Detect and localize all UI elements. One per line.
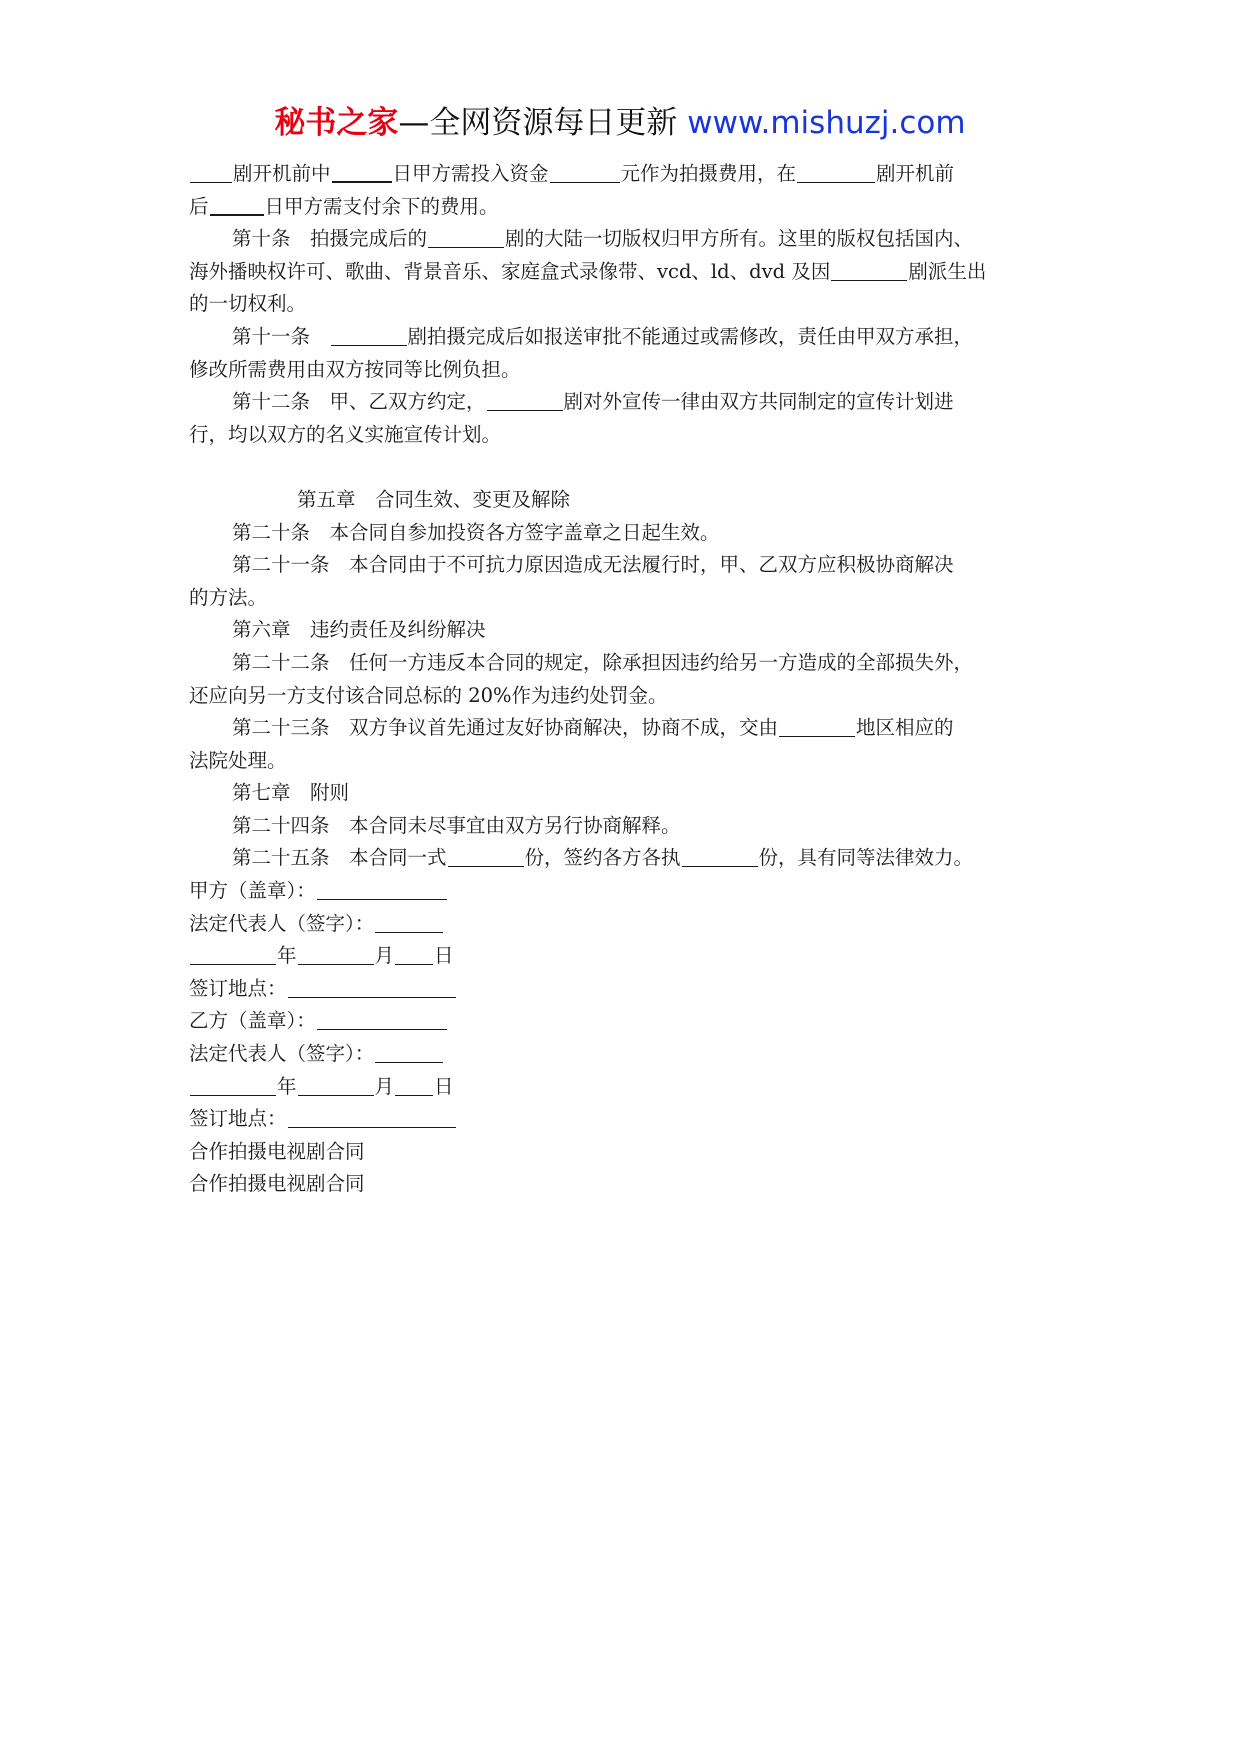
signature-field <box>375 1040 443 1063</box>
blank-field <box>779 714 855 737</box>
blank-field <box>190 1073 276 1096</box>
article-21: 第二十一条 本合同由于不可抗力原因造成无法履行时，甲、乙双方应积极协商解决 <box>232 553 954 577</box>
chapter-6-heading: 第六章 违约责任及纠纷解决 <box>232 618 486 642</box>
site-header <box>0 101 1240 145</box>
article-22: 第二十二条 任何一方违反本合同的规定，除承担因违约给另一方造成的全部损失外， <box>232 650 974 674</box>
party-a-representative: 法定代表人（签字）： <box>189 908 1069 941</box>
spacer <box>189 451 1069 484</box>
article-10: 第十条 拍摄完成后的 剧的大陆一切版权归甲方所有。这里的版权包括国内、 <box>232 227 974 251</box>
document-footer-title: 合作拍摄电视剧合同 <box>189 1139 365 1163</box>
party-b-representative: 法定代表人（签字）： <box>189 1038 1069 1071</box>
signature-field <box>375 910 443 933</box>
party-b-date: 年 月 日 <box>189 1071 1069 1104</box>
article-20: 第二十条 本合同自参加投资各方签字盖章之日起生效。 <box>232 520 720 544</box>
party-a-date: 年 月 日 <box>189 940 1069 973</box>
blank-field <box>288 1105 456 1128</box>
text-line: 行，均以双方的名义实施宣传计划。 <box>189 422 502 446</box>
text-line: 修改所需费用由双方按同等比例负担。 <box>189 357 521 381</box>
text-line: 的方法。 <box>189 585 268 609</box>
party-b-seal: 乙方（盖章）： <box>189 1005 1069 1038</box>
blank-field <box>395 942 433 965</box>
document-footer-title: 合作拍摄电视剧合同 <box>189 1172 365 1196</box>
text-line: 剧开机前中 日甲方需投入资金 元作为拍摄费用，在 剧开机前 <box>189 158 1069 191</box>
text-line: 还应向另一方支付该合同总标的 20%作为违约处罚金。 <box>189 683 668 707</box>
chapter-5-heading: 第五章 合同生效、变更及解除 <box>297 487 571 511</box>
text-line: 的一切权利。 <box>189 292 307 316</box>
header-url-link[interactable]: www.mishuzj.com <box>687 105 966 141</box>
chapter-7-heading: 第七章 附则 <box>232 781 350 805</box>
signature-field <box>317 1007 447 1030</box>
signature-field <box>317 877 447 900</box>
blank-field <box>831 258 907 281</box>
article-25: 第二十五条 本合同一式 份，签约各方各执 份，具有同等法律效力。 <box>232 846 974 870</box>
blank-field <box>331 323 407 346</box>
article-23: 第二十三条 双方争议首先通过友好协商解决，协商不成，交由 地区相应的 <box>232 716 954 740</box>
blank-field <box>190 160 232 183</box>
article-12: 第十二条 甲、乙双方约定， 剧对外宣传一律由双方共同制定的宣传计划进 <box>232 390 954 414</box>
blank-field <box>448 844 524 867</box>
article-11: 第十一条 剧拍摄完成后如报送审批不能通过或需修改，责任由甲双方承担， <box>232 324 974 348</box>
party-b-place: 签订地点： <box>189 1103 1069 1136</box>
blank-field <box>298 1073 374 1096</box>
party-a-place: 签订地点： <box>189 973 1069 1006</box>
text-line: 后 日甲方需支付余下的费用。 <box>189 191 1069 224</box>
header-brand: 秘书之家 <box>274 105 399 141</box>
blank-field <box>395 1073 433 1096</box>
blank-field <box>210 192 264 216</box>
blank-field <box>550 160 620 183</box>
article-24: 第二十四条 本合同未尽事宜由双方另行协商解释。 <box>232 813 681 837</box>
blank-field <box>190 942 276 965</box>
blank-field <box>332 159 392 183</box>
text-line: 法院处理。 <box>189 748 287 772</box>
contract-body <box>189 158 1069 1201</box>
blank-field <box>298 942 374 965</box>
party-a-seal: 甲方（盖章）： <box>189 875 1069 908</box>
header-tagline: —全网资源每日更新 <box>398 105 688 141</box>
blank-field <box>797 160 875 183</box>
blank-field <box>288 975 456 998</box>
blank-field <box>428 225 504 248</box>
blank-field <box>487 388 563 411</box>
blank-field <box>682 844 758 867</box>
text-line: 海外播映权许可、歌曲、背景音乐、家庭盒式录像带、vcd、ld、dvd 及因 剧派生出 <box>189 259 987 283</box>
